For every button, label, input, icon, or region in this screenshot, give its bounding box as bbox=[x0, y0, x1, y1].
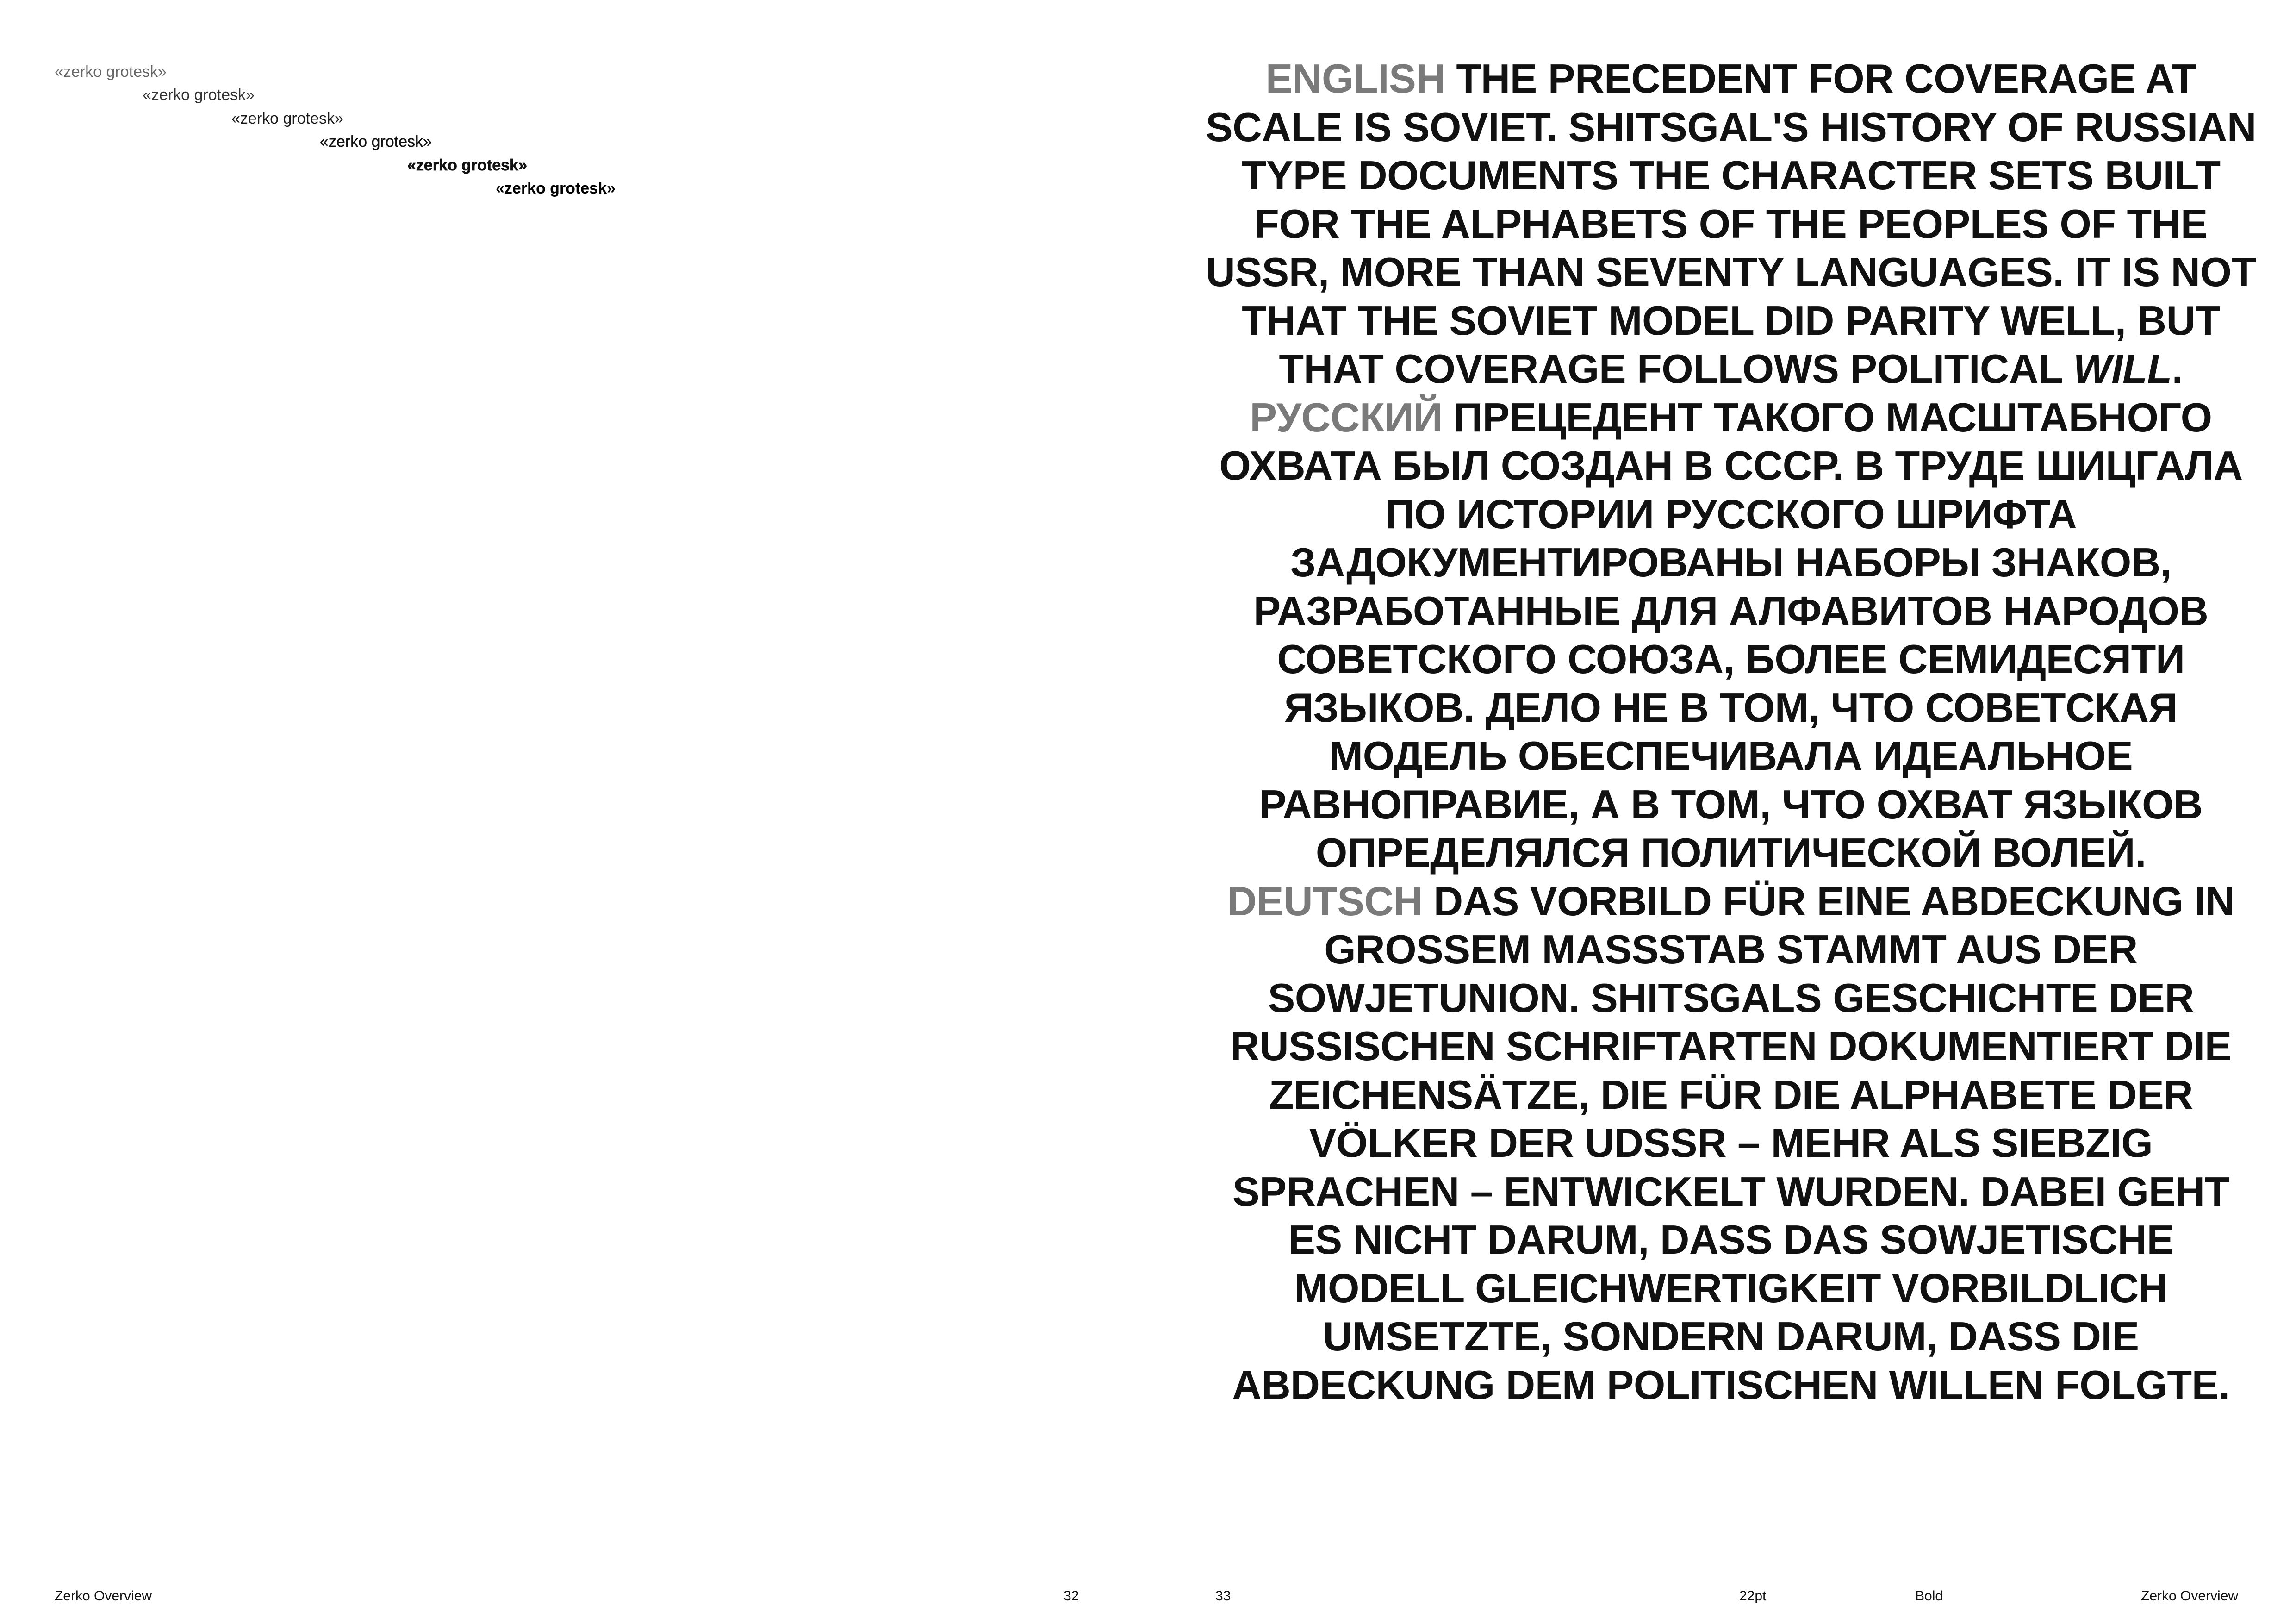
russian-paragraph bbox=[1203, 394, 2259, 877]
footer-font-size: 22pt bbox=[1739, 1588, 1767, 1604]
lang-label-russian: РУССКИЙ bbox=[1250, 394, 1443, 440]
footer-font-weight: Bold bbox=[1915, 1588, 1943, 1604]
type-specimen bbox=[1203, 55, 2259, 1409]
english-paragraph bbox=[1203, 55, 2259, 394]
page-number-right: 33 bbox=[1215, 1588, 1231, 1604]
english-text: THE PRECEDENT FOR COVERAGE AT SCALE IS SOVIET. SHITSGAL'S HISTORY OF RUSSIAN TYPE DOCUMENTS THE CHARACTER SETS BUILT FOR THE ALPHABETS OF THE PEOPLES OF THE USSR, MORE THAN SEVENTY LANGUAGES. IT IS NOT THAT THE SOVIET MODEL DID PARITY WELL, BUT THAT COVERAGE FOLLOWS POLITICAL bbox=[1206, 56, 2256, 392]
cascade-item-light: «zerko grotesk» bbox=[143, 86, 255, 104]
lang-label-german: DEUTSCH bbox=[1227, 878, 1423, 924]
german-text: DAS VORBILD FÜR EINE ABDECKUNG IN GROSSEM MASSSTAB STAMMT AUS DER SOWJETUNION. SHITSGALS GESCHICHTE DER RUSSISCHEN SCHRIFTARTEN DOKUMENTIERT DIE ZEICHENSÄTZE, DIE FÜR DIE ALPHABETE DER VÖLKER DER UDSSR – MEHR ALS SIEBZIG SPRACHEN – ENTWICKELT WURDEN. DABEI GEHT ES NICHT DARUM, DASS DAS SOWJETISCHE MODELL GLEICHWERTIGKEIT VORBILDLICH UMSETZTE, SONDERN DARUM, DASS DIE ABDECKUNG DEM POLITISCHEN WILLEN FOLGTE. bbox=[1230, 878, 2235, 1408]
cascade-item-semibold: «zerko grotesk» bbox=[407, 156, 527, 174]
cascade-item-medium: «zerko grotesk» bbox=[320, 133, 432, 150]
russian-text: ПРЕЦЕДЕНТ ТАКОГО МАСШТАБНОГО ОХВАТА БЫЛ СОЗДАН В СССР. В ТРУДЕ ШИЦГАЛА ПО ИСТОРИИ РУССКОГО ШРИФТА ЗАДОКУМЕНТИРОВАНЫ НАБОРЫ ЗНАКОВ, РАЗРАБОТАННЫЕ ДЛЯ АЛФАВИТОВ НАРОДОВ СОВЕТСКОГО СОЮЗА, БОЛЕЕ СЕМИДЕСЯТИ ЯЗЫКОВ. ДЕЛО НЕ В ТОМ, ЧТО СОВЕТСКАЯ МОДЕЛЬ ОБЕСПЕЧИВАЛА ИДЕАЛЬНОЕ РАВНОПРАВИЕ, А В ТОМ, ЧТО ОХВАТ ЯЗЫКОВ ОПРЕДЕЛЯЛСЯ ПОЛИТИЧЕСКОЙ ВОЛЕЙ. bbox=[1219, 394, 2243, 875]
cascade-item-thin: «zerko grotesk» bbox=[55, 63, 167, 81]
german-paragraph bbox=[1203, 877, 2259, 1410]
lang-label-english: ENGLISH bbox=[1265, 56, 1445, 101]
cascade-item-regular: «zerko grotesk» bbox=[231, 110, 343, 127]
english-period: . bbox=[2172, 346, 2183, 392]
weight-cascade bbox=[0, 0, 1148, 231]
footer-left-title: Zerko Overview bbox=[55, 1588, 152, 1604]
english-emphasis: WILL bbox=[2073, 346, 2172, 392]
cascade-item-bold: «zerko grotesk» bbox=[496, 180, 616, 197]
footer-right-title: Zerko Overview bbox=[2141, 1588, 2239, 1604]
page-number-left: 32 bbox=[1064, 1588, 1079, 1604]
